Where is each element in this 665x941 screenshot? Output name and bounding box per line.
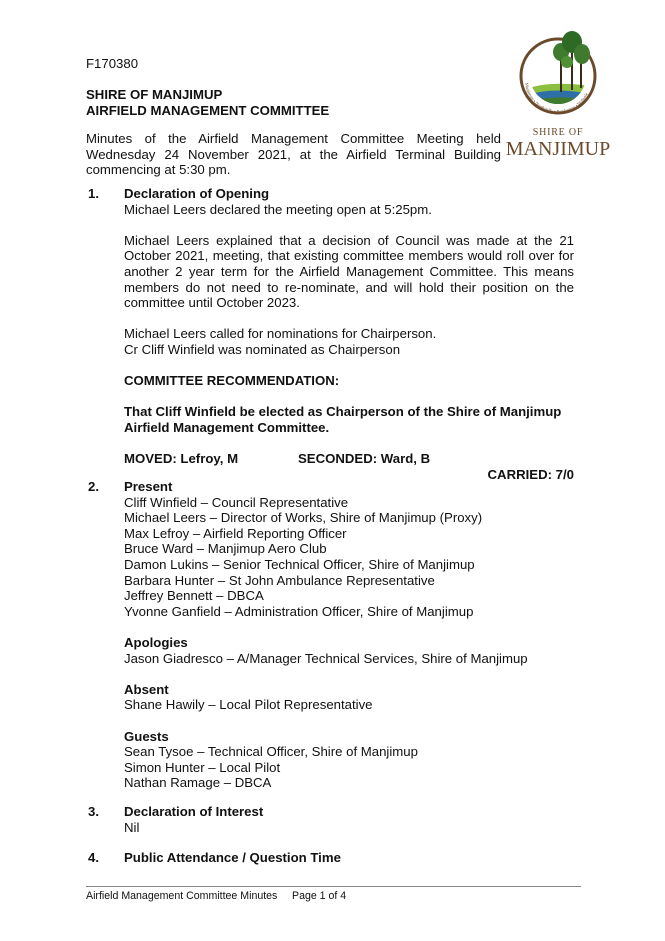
list-item: Jason Giadresco – A/Manager Technical Services, Shire of Manjimup	[124, 650, 528, 666]
logo-name-main: MANJIMUP	[505, 138, 611, 160]
list-item: Nathan Ramage – DBCA	[124, 775, 272, 791]
guests-heading: Guests	[124, 728, 169, 744]
document-reference: F170380	[86, 56, 139, 71]
meeting-intro: Minutes of the Airfield Management Committee Meeting held Wednesday 24 November 2021, at the Airfield Terminal Building commencing at 5:30 pm.	[86, 131, 501, 178]
list-item: Yvonne Ganfield – Administration Officer, Shire of Manjimup	[124, 603, 474, 619]
list-item: Sean Tysoe – Technical Officer, Shire of Manjimup	[124, 744, 418, 760]
footer-title: Airfield Management Committee Minutes	[86, 890, 278, 902]
moved-by: MOVED: Lefroy, M	[124, 451, 239, 467]
carried-result: CARRIED: 7/0	[487, 466, 574, 482]
page-number: Page 1 of 4	[292, 890, 347, 902]
logo-name-top: SHIRE OF	[532, 127, 584, 138]
section-number: 4.	[88, 850, 99, 865]
nominations-call: Michael Leers called for nominations for Chairperson.	[124, 326, 437, 342]
list-item: Simon Hunter – Local Pilot	[124, 759, 281, 775]
section-body	[124, 804, 574, 835]
list-item: Michael Leers – Director of Works, Shire of Manjimup (Proxy)	[124, 510, 483, 526]
section-body	[124, 186, 574, 482]
list-item: Damon Lukins – Senior Technical Officer, Shire of Manjimup	[124, 556, 475, 572]
logo-ring-text: Manjimup • Northcliffe • Pemberton • Walpole	[524, 82, 589, 115]
footer-divider	[86, 886, 581, 887]
section-heading: Declaration of Opening	[124, 186, 270, 201]
opening-statement: Michael Leers declared the meeting open at 5:25pm.	[124, 201, 432, 217]
org-name: SHIRE OF MANJIMUP	[86, 87, 223, 102]
shire-of-manjimup-logo	[505, 28, 611, 164]
present-list	[124, 495, 574, 620]
organisation-heading	[86, 87, 329, 118]
list-item: Cliff Winfield – Council Representative	[124, 494, 349, 510]
logo-graphic	[505, 28, 611, 164]
absent-heading: Absent	[124, 681, 169, 697]
section-body	[124, 479, 574, 791]
page-footer	[86, 890, 347, 902]
list-item: Jeffrey Bennett – DBCA	[124, 588, 264, 604]
section-number: 2.	[88, 479, 99, 494]
nomination-result: Cr Cliff Winfield was nominated as Chairperson	[124, 341, 401, 357]
apologies-heading: Apologies	[124, 634, 188, 650]
seconded-by: SECONDED: Ward, B	[298, 451, 431, 467]
section-heading: Present	[124, 479, 173, 494]
list-item: Bruce Ward – Manjimup Aero Club	[124, 541, 327, 557]
list-item: Max Lefroy – Airfield Reporting Officer	[124, 525, 347, 541]
section-heading: Declaration of Interest	[124, 804, 264, 819]
list-item: Shane Hawily – Local Pilot Representative	[124, 697, 373, 713]
recommendation-heading: COMMITTEE RECOMMENDATION:	[124, 373, 340, 389]
section-heading: Public Attendance / Question Time	[124, 850, 341, 865]
interest-declaration: Nil	[124, 819, 140, 835]
committee-name: AIRFIELD MANAGEMENT COMMITTEE	[86, 102, 330, 118]
section-body	[124, 850, 574, 866]
section-number: 3.	[88, 804, 99, 819]
council-decision-paragraph: Michael Leers explained that a decision of Council was made at the 21 October 2021, meeting, that existing committee members would roll over for another 2 year term for the Airfield Management Committee. This means members do not need to re-nominate, and will hold their position on the committee until October 2023.	[124, 232, 574, 311]
motion-row	[124, 451, 574, 467]
recommendation-text: That Cliff Winfield be elected as Chairperson of the Shire of Manjimup Airfield Management Committee.	[124, 404, 562, 435]
list-item: Barbara Hunter – St John Ambulance Representative	[124, 572, 435, 588]
section-number: 1.	[88, 186, 99, 201]
